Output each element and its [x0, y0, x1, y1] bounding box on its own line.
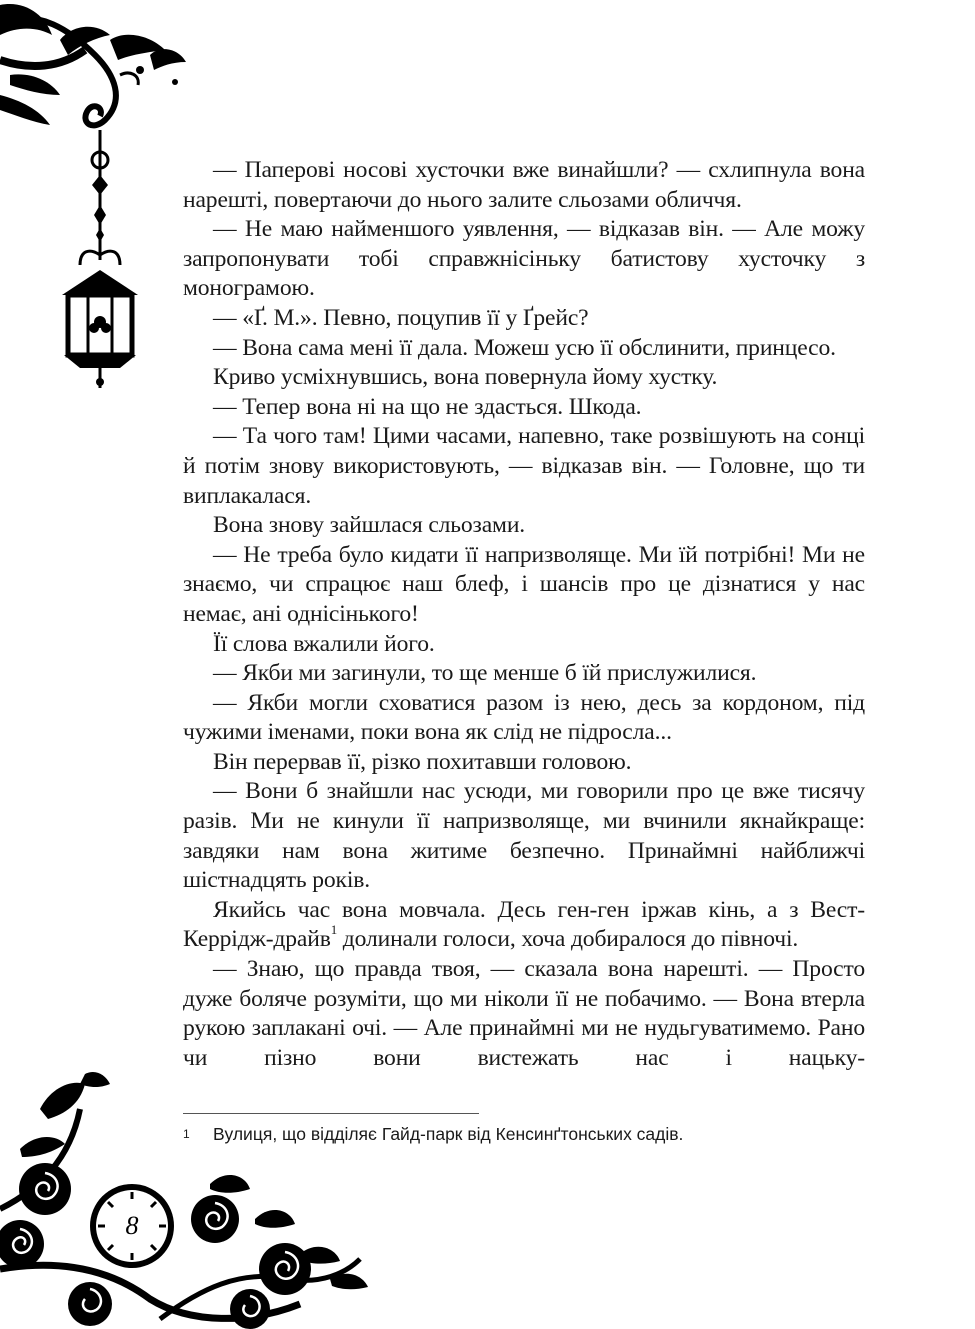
- body-text: [183, 156, 865, 1073]
- paragraph: — Вони б знайшли нас усюди, ми говорили про це вже тисячу разів. Ми не кинули її напризволяще, ми вчинили якнайкраще: завдяки нам вона житиме безпечно. Принаймні найближчі шістнадцять років.: [183, 778, 865, 894]
- paragraph: — Не треба було кидати її напризволяще. Ми їй потрібні! Ми не знаємо, чи спрацює наш блеф, і шансів про це дізнатися у нас немає, ані однісінького!: [183, 541, 865, 627]
- paragraph: — Якби могли сховатися разом із нею, десь за кордоном, під чужими іменами, поки вона як слід не підросла...: [183, 689, 865, 746]
- paragraph: — Знаю, що правда твоя, — сказала вона нарешті. — Просто дуже боляче розуміти, що ми ніколи її не побачимо. — Вона втерла рукою заплакані очі. — Але принаймні ми не нудьгуватимемо. Рано чи пізно вони вистежать нас і нацьку-: [183, 956, 865, 1071]
- paragraph: Криво усміхнувшись, вона повернула йому хустку.: [213, 364, 718, 391]
- paragraph: — Вона сама мені її дала. Можеш усю її обслинити, принцесо.: [213, 334, 836, 361]
- paragraph: — «Ґ. М.». Певно, поцупив її у Ґрейс?: [213, 304, 589, 331]
- paragraph: Вона знову зайшлася сльозами.: [213, 512, 526, 539]
- footnote-number: 1: [183, 1127, 190, 1141]
- hanging-lantern-icon: [50, 130, 150, 390]
- footnote-text: Вулиця, що відділяє Гайд-парк від Кенсинґтонських садів.: [213, 1124, 684, 1144]
- paragraph: Він перервав її, різко похитавши головою.: [213, 748, 632, 775]
- footnote-divider: [183, 1113, 479, 1114]
- paragraph: — Якби ми загинули, то ще менше б їй прислужилися.: [213, 660, 757, 687]
- page-number: 8: [125, 1211, 139, 1240]
- paragraph: — Паперові носові хусточки вже винайшли? — схлипнула вона нарешті, повертаючи до нього залите сльозами обличчя.: [183, 157, 865, 213]
- paragraph: — Та чого там! Цими часами, напевно, таке розвішують на сонці й потім знову використовують, — відказав він. — Головне, що ти виплакалася.: [183, 423, 865, 509]
- rose-vine-corner-icon: [0, 1069, 370, 1329]
- paragraph: — Тепер вона ні на що не здасться. Шкода.: [213, 393, 642, 420]
- paragraph: — Не маю найменшого уявлення, — відказав він. — Але можу запропонувати тобі справжнісіньку батистову хусточку з монограмою.: [183, 216, 865, 302]
- footnote-marker[interactable]: 1: [330, 922, 338, 938]
- paragraph: Її слова вжалили його.: [213, 630, 435, 657]
- footnote: [183, 1122, 865, 1146]
- paragraph: Якийсь час вона мовчала. Десь ген-ген іржав кінь, а з Вест-Керрідж-драйв$^1$ долинали голоси, хоча добиралося до півночі.: [183, 896, 865, 953]
- vine-corner-icon: [0, 0, 200, 150]
